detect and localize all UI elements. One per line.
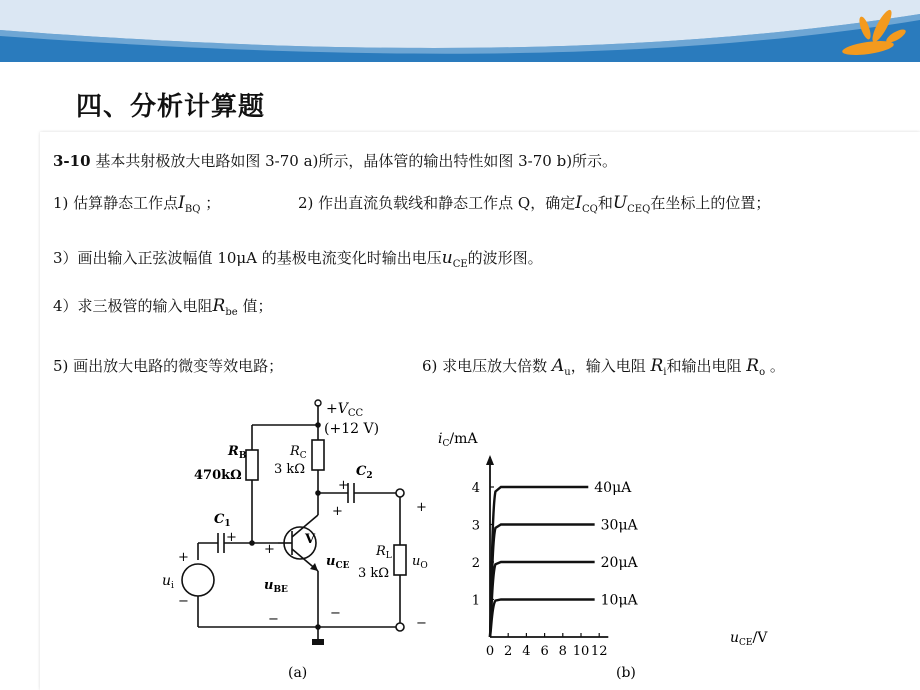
var-u: U bbox=[612, 193, 628, 213]
x-axis-label bbox=[730, 630, 768, 648]
x-tick-label: 4 bbox=[522, 644, 531, 659]
rc-text: R bbox=[290, 444, 300, 459]
uo-text: u bbox=[412, 554, 421, 569]
var-a: A bbox=[551, 356, 565, 376]
flower-logo-icon bbox=[820, 4, 910, 60]
rl-label bbox=[375, 544, 392, 561]
question-4 bbox=[53, 295, 272, 318]
x-tick-label: 6 bbox=[540, 644, 549, 659]
uce-label bbox=[326, 554, 350, 571]
y-axis-label bbox=[438, 431, 478, 449]
question-3 bbox=[53, 247, 543, 270]
curve-label: 20μA bbox=[600, 555, 638, 571]
c1-text: C bbox=[214, 512, 225, 527]
plus-sign: + bbox=[264, 542, 275, 557]
var-r: R bbox=[212, 296, 226, 316]
x-tick-label: 2 bbox=[504, 644, 513, 659]
x-tick-label: 10 bbox=[572, 644, 590, 659]
uce-text: u bbox=[326, 554, 336, 569]
c2-text: C bbox=[356, 464, 367, 479]
problem-number: 3-10 bbox=[53, 152, 91, 170]
plus-sign: + bbox=[338, 478, 349, 493]
uo-sub: O bbox=[420, 561, 428, 571]
uce-sub: CE bbox=[335, 561, 350, 571]
characteristic-curve bbox=[490, 525, 595, 638]
vcc-sub: CC bbox=[347, 408, 364, 419]
rb-sub: B bbox=[238, 451, 247, 461]
header-bar bbox=[0, 0, 920, 62]
ube-text: u bbox=[264, 578, 274, 593]
question-2-text: 2) 作出直流负载线和静态工作点 Q，确定 bbox=[298, 194, 576, 212]
problem-statement bbox=[53, 150, 617, 171]
question-3-text: 3）画出输入正弦波幅值 10μA 的基极电流变化时输出电压 bbox=[53, 249, 442, 267]
c1-sub: 1 bbox=[224, 519, 231, 529]
c2-label bbox=[356, 464, 373, 481]
plus-sign: + bbox=[226, 530, 237, 545]
x-axis-sub: CE bbox=[739, 638, 753, 648]
question-1-text: 1) 估算静态工作点 bbox=[53, 194, 179, 212]
x-tick-label: 8 bbox=[558, 644, 567, 659]
var-sub: u bbox=[564, 367, 571, 378]
var-sub: CQ bbox=[581, 204, 598, 215]
c2-sub: 2 bbox=[366, 471, 373, 481]
question-1 bbox=[53, 192, 220, 215]
question-4-text: 4）求三极管的输入电阻 bbox=[53, 297, 213, 315]
ui-sub: i bbox=[171, 581, 174, 591]
y-axis-arrow-icon bbox=[486, 455, 494, 465]
transistor-label: V bbox=[305, 532, 316, 547]
minus-sign: − bbox=[268, 612, 279, 627]
x-axis-var: u bbox=[730, 630, 740, 646]
question-5: 5) 画出放大电路的微变等效电路； bbox=[53, 357, 284, 375]
minus-sign: − bbox=[178, 594, 189, 609]
slide-title: 四、分析计算题 bbox=[76, 92, 266, 122]
minus-sign: − bbox=[416, 616, 427, 631]
junction-dot bbox=[249, 540, 255, 546]
conj: 和 bbox=[597, 194, 613, 212]
var-sub: CEQ bbox=[627, 204, 651, 215]
ui-label bbox=[162, 573, 174, 591]
junction-dot bbox=[315, 490, 321, 496]
uo-label bbox=[412, 554, 428, 571]
question-6 bbox=[422, 355, 785, 378]
rl-text: R bbox=[376, 544, 386, 559]
plus-sign: + bbox=[416, 500, 427, 515]
vcc-text: +V bbox=[326, 401, 348, 417]
question-6-mid: 和输出电阻 bbox=[666, 357, 742, 375]
curve-label: 40μA bbox=[594, 480, 632, 496]
ground-icon bbox=[312, 639, 324, 645]
curve-label: 10μA bbox=[600, 592, 638, 609]
y-axis-var: i bbox=[438, 431, 443, 447]
header-wave bbox=[0, 0, 920, 62]
ube-label bbox=[264, 578, 288, 595]
chart-curves bbox=[490, 480, 639, 637]
var-r: R bbox=[746, 356, 760, 376]
x-tick-label: 0 bbox=[485, 644, 495, 659]
junction-dot bbox=[315, 422, 321, 428]
rb-value: 470kΩ bbox=[194, 468, 242, 483]
circuit-caption: (a) bbox=[288, 665, 308, 681]
question-2-end: 在坐标上的位置； bbox=[650, 194, 771, 212]
y-tick-label: 1 bbox=[471, 593, 480, 609]
var-sub: i bbox=[663, 367, 667, 378]
rc-sub: C bbox=[299, 451, 307, 461]
ui-text: u bbox=[162, 573, 172, 589]
question-3-end: 的波形图。 bbox=[467, 249, 543, 267]
var-sub: be bbox=[225, 307, 238, 318]
x-tick-label: 12 bbox=[590, 644, 608, 659]
var-r: R bbox=[650, 356, 664, 376]
y-axis-unit: /mA bbox=[449, 431, 478, 447]
question-6-text: 6) 求电压放大倍数 bbox=[422, 357, 548, 375]
y-tick-label: 4 bbox=[471, 481, 480, 496]
rb-text: R bbox=[228, 444, 239, 459]
punct: ； bbox=[205, 194, 221, 212]
output-characteristics-chart bbox=[430, 425, 800, 690]
question-6-mid: ，输入电阻 bbox=[570, 357, 646, 375]
var-i: I bbox=[575, 193, 582, 213]
y-axis-sub: C bbox=[442, 439, 450, 449]
minus-sign: − bbox=[330, 606, 341, 621]
var-sub: BQ bbox=[184, 204, 201, 215]
junction-dot bbox=[315, 624, 321, 630]
rc-value: 3 kΩ bbox=[274, 462, 306, 477]
plus-sign: + bbox=[178, 550, 189, 565]
question-6-end: 。 bbox=[769, 357, 785, 375]
circuit-diagram bbox=[160, 395, 450, 685]
var-i: I bbox=[178, 193, 185, 213]
curve-label: 30μA bbox=[600, 517, 638, 534]
problem-text: 基本共射极放大电路如图 3-70 a)所示，晶体管的输出特性如图 3-70 b)所示。 bbox=[95, 152, 618, 170]
rc-label bbox=[289, 444, 307, 461]
var-sub: CE bbox=[452, 259, 468, 270]
var-u: u bbox=[441, 248, 453, 268]
vcc-value: (+12 V) bbox=[324, 421, 380, 437]
rb-label bbox=[227, 444, 247, 461]
chart-axes bbox=[486, 455, 608, 637]
c1-label bbox=[214, 512, 231, 529]
rl-sub: L bbox=[385, 551, 392, 561]
question-4-end: 值； bbox=[242, 297, 273, 315]
x-axis-unit: /V bbox=[752, 630, 768, 646]
var-sub: o bbox=[759, 367, 766, 378]
ube-sub: BE bbox=[273, 585, 288, 595]
question-2 bbox=[298, 192, 770, 215]
chart-caption: (b) bbox=[616, 665, 636, 681]
y-tick-label: 2 bbox=[471, 556, 480, 571]
characteristic-curve bbox=[490, 600, 595, 638]
rl-value: 3 kΩ bbox=[358, 566, 390, 581]
y-tick-label: 3 bbox=[471, 518, 480, 534]
plus-sign: + bbox=[332, 504, 343, 519]
vcc-label bbox=[326, 401, 363, 419]
